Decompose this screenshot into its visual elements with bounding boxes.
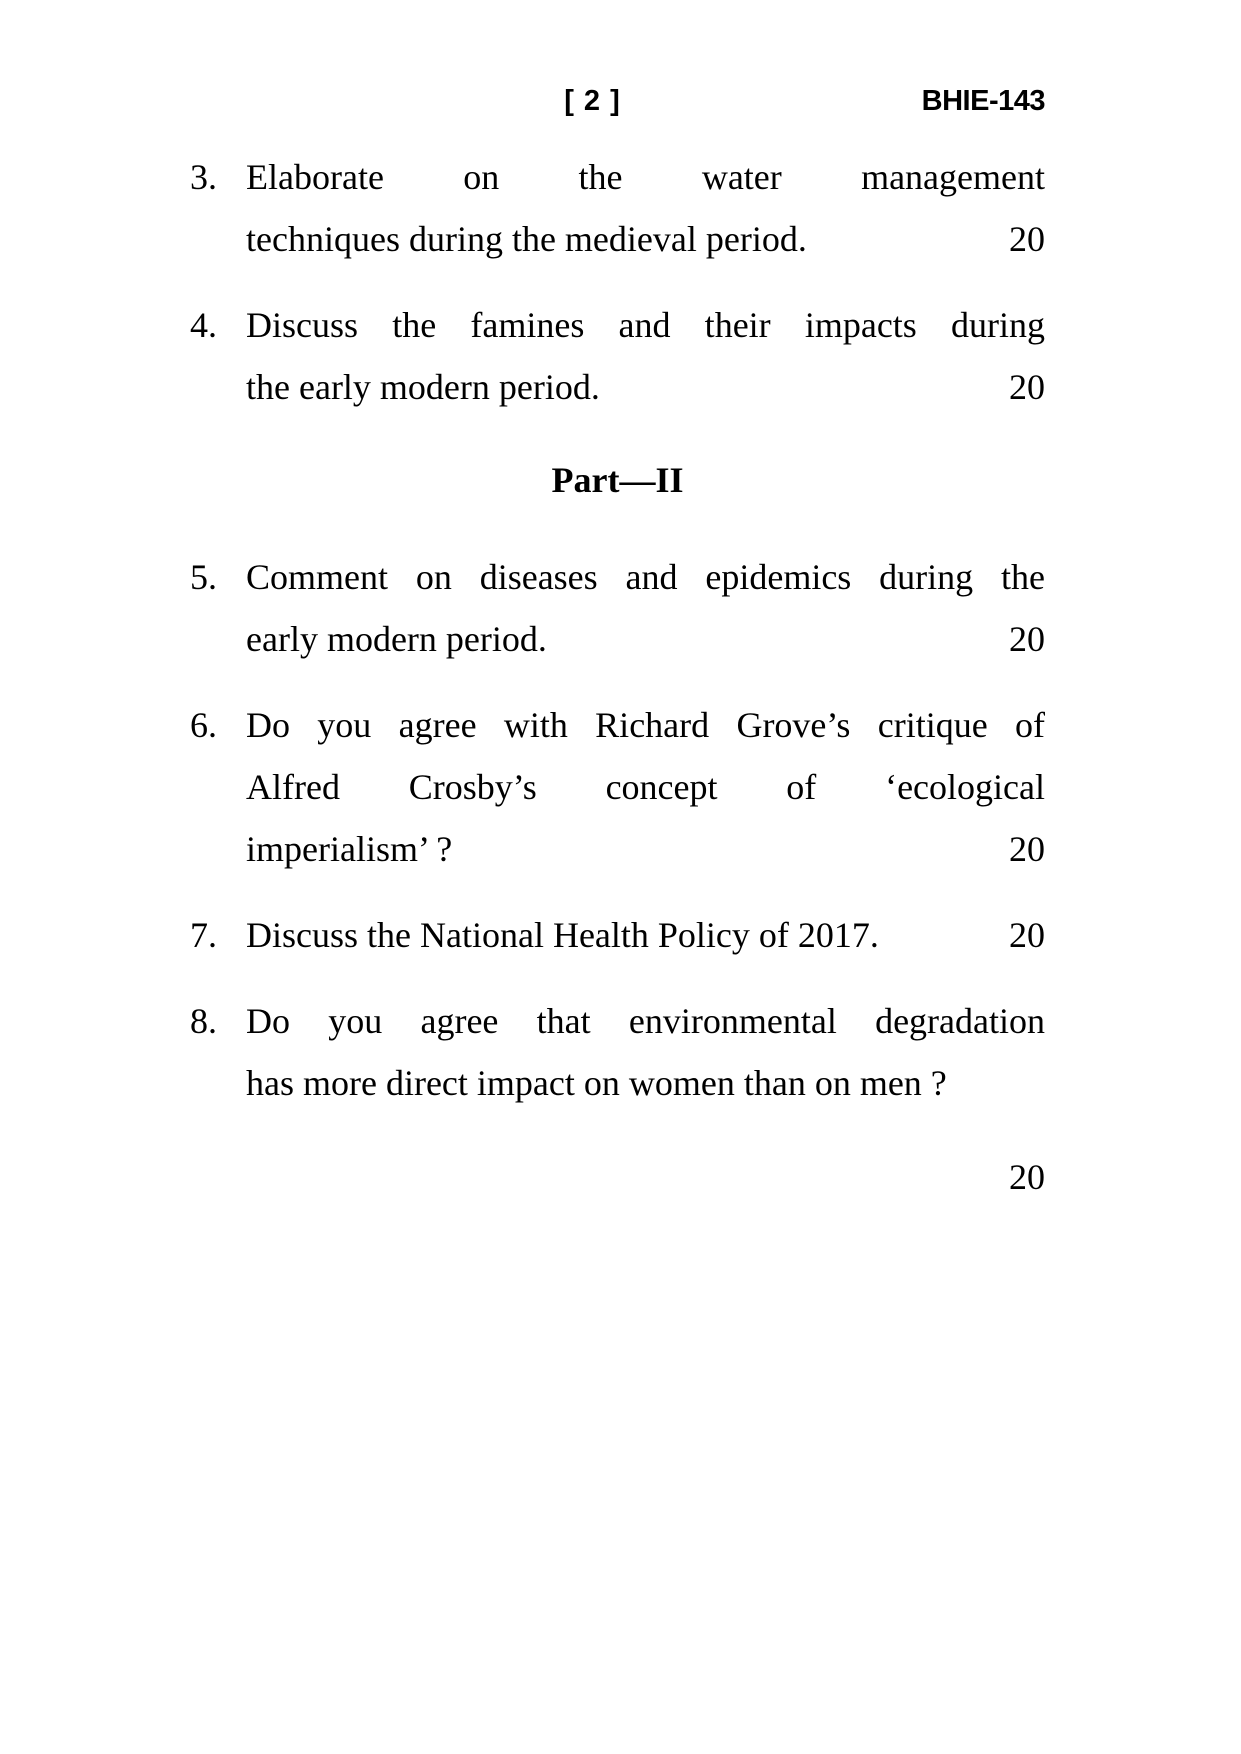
question-line: Do you agree that environmental degradation [246, 1001, 1045, 1041]
question-line: Comment on diseases and epidemics during the [246, 557, 1045, 597]
question-line: techniques during the medieval period. [246, 219, 807, 259]
question-body [246, 146, 1045, 270]
marks-value: 20 [1009, 915, 1045, 955]
question-5 [190, 546, 1045, 670]
paper-code: BHIE-143 [921, 85, 1045, 117]
question-7 [190, 904, 1045, 966]
question-last-line [246, 356, 1045, 418]
question-number: 7. [190, 915, 217, 955]
question-last-line [246, 208, 1045, 270]
question-line: Do you agree with Richard Grove’s critique of [246, 705, 1045, 745]
question-body [246, 546, 1045, 670]
question-line: Alfred Crosby’s concept of ‘ecological [246, 767, 1045, 807]
page-number: [ 2 ] [564, 85, 621, 117]
marks-value: 20 [1009, 367, 1045, 407]
marks-value: 20 [1009, 219, 1045, 259]
question-number: 6. [190, 705, 217, 745]
question-line: the early modern period. [246, 367, 600, 407]
question-line: Discuss the famines and their impacts during [246, 305, 1045, 345]
marks-value: 20 [1009, 619, 1045, 659]
question-4 [190, 294, 1045, 418]
marks-value: 20 [1009, 829, 1045, 869]
question-8 [190, 990, 1045, 1208]
question-number: 4. [190, 305, 217, 345]
question-marks-line [246, 1146, 1045, 1208]
question-line: Elaborate on the water management [246, 157, 1045, 197]
question-number: 3. [190, 157, 217, 197]
question-line: has more direct impact on women than on men ? [246, 1063, 947, 1103]
question-line: imperialism’ ? [246, 829, 453, 869]
question-body [246, 294, 1045, 418]
question-last-line [246, 818, 1045, 880]
question-body [246, 904, 1045, 966]
question-last-line [246, 608, 1045, 670]
marks-value: 20 [1009, 1157, 1045, 1197]
question-body [246, 990, 1045, 1208]
question-3 [190, 146, 1045, 270]
question-last-line [246, 904, 1045, 966]
question-line: Discuss the National Health Policy of 2017. [246, 915, 879, 955]
question-number: 8. [190, 1001, 217, 1041]
page-header [190, 84, 1045, 118]
question-line: early modern period. [246, 619, 547, 659]
question-body [246, 694, 1045, 880]
question-6 [190, 694, 1045, 880]
question-number: 5. [190, 557, 217, 597]
part-heading: Part—II [551, 460, 684, 500]
